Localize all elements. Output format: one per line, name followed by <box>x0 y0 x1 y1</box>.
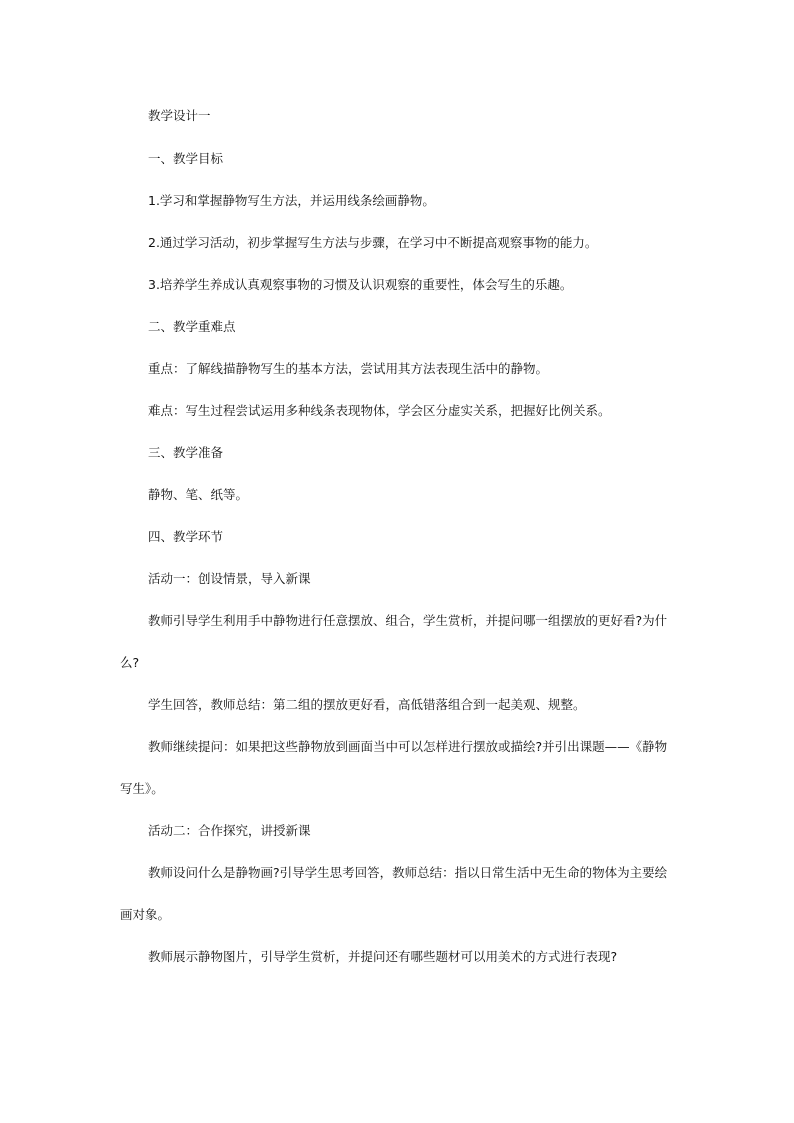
activity-1-paragraph-2: 学生回答，教师总结：第二组的摆放更好看，高低错落组合到一起美观、规整。 <box>148 697 586 712</box>
objective-item-3: 3.培养学生养成认真观察事物的习惯及认识观察的重要性，体会写生的乐趣。 <box>148 277 573 292</box>
activity-1-heading: 活动一：创设情景，导入新课 <box>148 571 311 586</box>
activity-1-paragraph-1-line-2: 么? <box>120 655 140 670</box>
document-title: 教学设计一 <box>148 108 211 123</box>
activity-1-paragraph-3-line-1: 教师继续提问：如果把这些静物放到画面当中可以怎样进行摆放或描绘?并引出课题——《静物 <box>148 739 668 754</box>
section-heading-procedure: 四、教学环节 <box>148 529 224 544</box>
activity-1-paragraph-1-line-1: 教师引导学生利用手中静物进行任意摆放、组合，学生赏析，并提问哪一组摆放的更好看?为什 <box>148 613 668 628</box>
activity-2-heading: 活动二：合作探究，讲授新课 <box>148 823 311 838</box>
key-point-text: 重点：了解线描静物写生的基本方法，尝试用其方法表现生活中的静物。 <box>148 361 549 376</box>
activity-2-paragraph-1-line-1: 教师设问什么是静物画?引导学生思考回答，教师总结：指以日常生活中无生命的物体为主要绘 <box>148 865 668 880</box>
section-heading-objectives: 一、教学目标 <box>148 151 224 166</box>
preparation-items: 静物、笔、纸等。 <box>148 487 249 502</box>
section-heading-preparation: 三、教学准备 <box>148 445 224 460</box>
difficulty-text: 难点：写生过程尝试运用多种线条表现物体，学会区分虚实关系，把握好比例关系。 <box>148 403 611 418</box>
activity-2-paragraph-1-line-2: 画对象。 <box>120 907 171 922</box>
activity-1-paragraph-3-line-2: 写生》。 <box>120 781 164 796</box>
activity-2-paragraph-2: 教师展示静物图片，引导学生赏析，并提问还有哪些题材可以用美术的方式进行表现? <box>148 949 618 964</box>
objective-item-1: 1.学习和掌握静物写生方法，并运用线条绘画静物。 <box>148 193 435 208</box>
objective-item-2: 2.通过学习活动，初步掌握写生方法与步骤，在学习中不断提高观察事物的能力。 <box>148 235 598 250</box>
section-heading-key-points: 二、教学重难点 <box>148 319 236 334</box>
